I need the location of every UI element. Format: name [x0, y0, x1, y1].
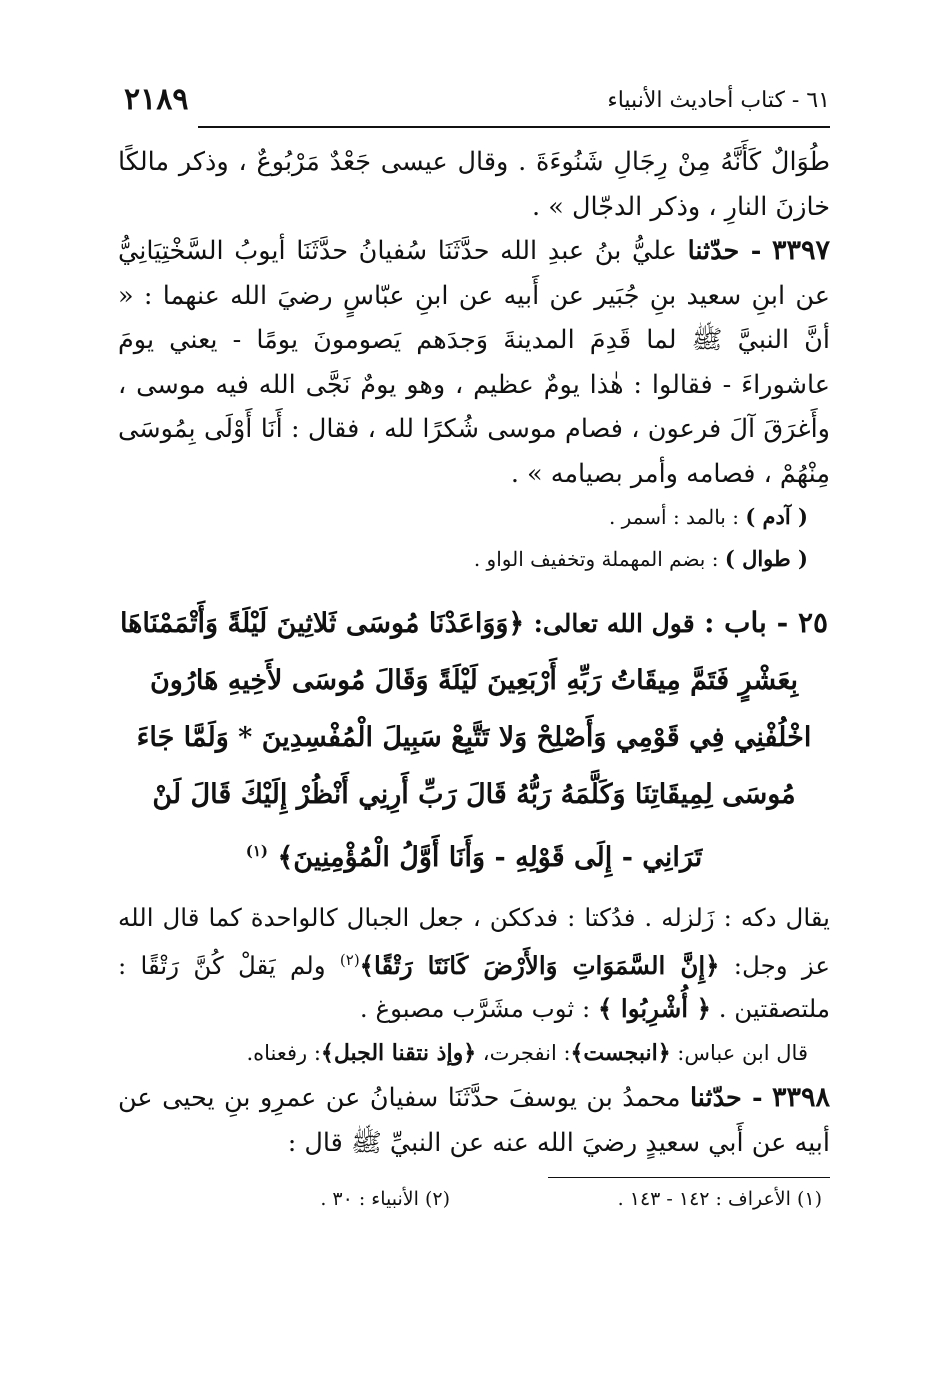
note-tiwal [118, 538, 830, 580]
footnote-rule [548, 1177, 830, 1178]
chapter-title: قول الله تعالى: [533, 609, 695, 638]
hadith-text: عليُّ بنُ عبدِ الله حدَّثَنَا سُفيانُ حدَّثَنَا أيوبُ السَّخْتِيَانِيُّ عن ابنِ سعيد بنِ جُبَير عن أَبيه عن ابنِ عبّاسٍ رضيَ الله عنهما : « أنَّ النبيَّ ﷺ لما قَدِمَ المدينةَ وَجدَهم يَصومونَ يومًا - يعني يومَ عاشوراءَ - فقالوا : هٰذا يومٌ عظيم ، وهو يومٌ نَجَّى الله فيه موسى ، وأَغرَقَ آلَ فرعون ، فصام موسى شُكرًا لله ، فقال : أَنَا أَوْلَى بِمُوسَى مِنْهُمْ ، فصامه وأمر بصيامه » . [118, 236, 830, 489]
page-content [118, 140, 830, 1224]
quran-quote: ﴿وإذ نتقنا الجبل﴾ [320, 1040, 477, 1067]
page-header [118, 78, 830, 122]
explanation-text: يقال دكه : زَلزله . فدُكتا : فدككن ، جعل الجبال كالواحدة كما قال الله عز وجل: [118, 903, 830, 981]
quran-quote: ﴿انبجست﴾ [570, 1040, 671, 1067]
note-adam [118, 496, 830, 538]
footnotes [118, 1184, 830, 1224]
quran-quote: ﴿ أُشْرِبُوا ﴾ [598, 994, 711, 1024]
hadith-number: ٣٣٩٨ [772, 1082, 831, 1114]
explanation-text: : ثوب مشَرَّب مصبوغ . [359, 994, 599, 1024]
note-term: ( طوال ) [724, 546, 808, 571]
note-text: قال ابن عباس: [670, 1041, 808, 1066]
explanation-text: ولم يَقلْ كُنَّ رَتْقًا : ملتصقتين . [118, 951, 830, 1024]
hadith-lead: حدّثنا [687, 236, 740, 266]
header-rule [198, 126, 830, 128]
hadith-3398: ٣٣٩٨ - حدّثنا محمدُ بن يوسفَ حدَّثَنَا سفيانُ عن عمرِو بنِ يحيى عن أبيه عن أَبي سعيدٍ رضيَ الله عنه عن النبيِّ ﷺ قال : [118, 1082, 831, 1158]
note-text: : بالمد : أسمر . [608, 505, 746, 529]
page-number: ٢١٨٩ [124, 82, 189, 117]
explanation-paragraph [118, 896, 830, 1030]
footnote-ref: (١) [245, 842, 269, 860]
chapter-number: ٢٥ - باب : [704, 606, 829, 639]
ibn-abbas-note [118, 1030, 830, 1076]
hadith-text: محمدُ بن يوسفَ حدَّثَنَا سفيانُ عن عمرِو بنِ يحيى عن أبيه عن أَبي سعيدٍ رضيَ الله عنه عن النبيِّ ﷺ قال : [118, 1083, 830, 1158]
chapter-verse: ﴿وَوَاعَدْنَا مُوسَى ثَلاثِينَ لَيْلَةً وَأَتْمَمْنَاهَا بِعَشْرٍ فَتَمَّ مِيقَاتُ رَبِّهِ أَرْبَعِينَ لَيْلَةً وَقَالَ مُوسَى لأَخِيهِ هَارُونَ اخْلُفْنِي فِي قَوْمِي وَأَصْلِحْ وَلا تَتَّبِعْ سَبِيلَ الْمُفْسِدِينَ * وَلَمَّا جَاءَ مُوسَى لِمِيقَاتِنَا وَكَلَّمَهُ رَبُّهُ قَالَ رَبِّ أَرِنِي أَنْظُرْ إِلَيْكَ قَالَ لَنْ تَرَانِي - إِلَى قَوْلِهِ - وَأَنَا أَوَّلُ الْمُؤْمِنِينَ﴾ [119, 608, 812, 873]
footnote-2: (٢) الأنبياء : ٣٠ . [320, 1188, 450, 1211]
document-page [118, 78, 830, 1224]
footnote-1: (١) الأعراف : ١٤٢ - ١٤٣ . [617, 1188, 822, 1211]
footnote-ref: (٢) [339, 951, 360, 969]
hadith-3397: ٣٣٩٧ - حدّثنا عليُّ بنُ عبدِ الله حدَّثَنَا سُفيانُ حدَّثَنَا أيوبُ السَّخْتِيَانِيُّ عن ابنِ سعيد بنِ جُبَير عن أَبيه عن ابنِ عبّاسٍ رضيَ الله عنهما : « أنَّ النبيَّ ﷺ لما قَدِمَ المدينةَ وَجدَهم يَصومونَ يومًا - يعني يومَ عاشوراءَ - فقالوا : هٰذا يومٌ عظيم ، وهو يومٌ نَجَّى الله فيه موسى ، وأَغرَقَ آلَ فرعون ، فصام موسى شُكرًا لله ، فقال : أَنَا أَوْلَى بِمُوسَى مِنْهُمْ ، فصامه وأمر بصيامه » . [118, 235, 831, 489]
note-text: : بضم المهملة وتخفيف الواو . [473, 547, 725, 571]
note-text: : رفعناه. [246, 1041, 321, 1066]
hadith-number: ٣٣٩٧ [772, 235, 831, 266]
quran-quote: ﴿إِنَّ السَّمَوَاتِ وَالأَرْضَ كَانَتَا رَتْقًا﴾ [359, 951, 720, 981]
hadith-lead: حدّثنا [690, 1083, 742, 1114]
note-term: ( آدم ) [745, 504, 808, 529]
book-title: ٦١ - كتاب أحاديث الأنبياء [607, 88, 830, 113]
continuation-text: طُوَالٌ كَأَنَّهُ مِنْ رِجَالِ شَنُوءَةَ . وقال عيسى جَعْدٌ مَرْبُوعٌ ، وذكر مالكًا خازنَ النارِ ، وذكر الدجّال » . [118, 147, 830, 222]
chapter-heading [118, 594, 830, 886]
note-text: : انفجرت، [476, 1041, 571, 1066]
